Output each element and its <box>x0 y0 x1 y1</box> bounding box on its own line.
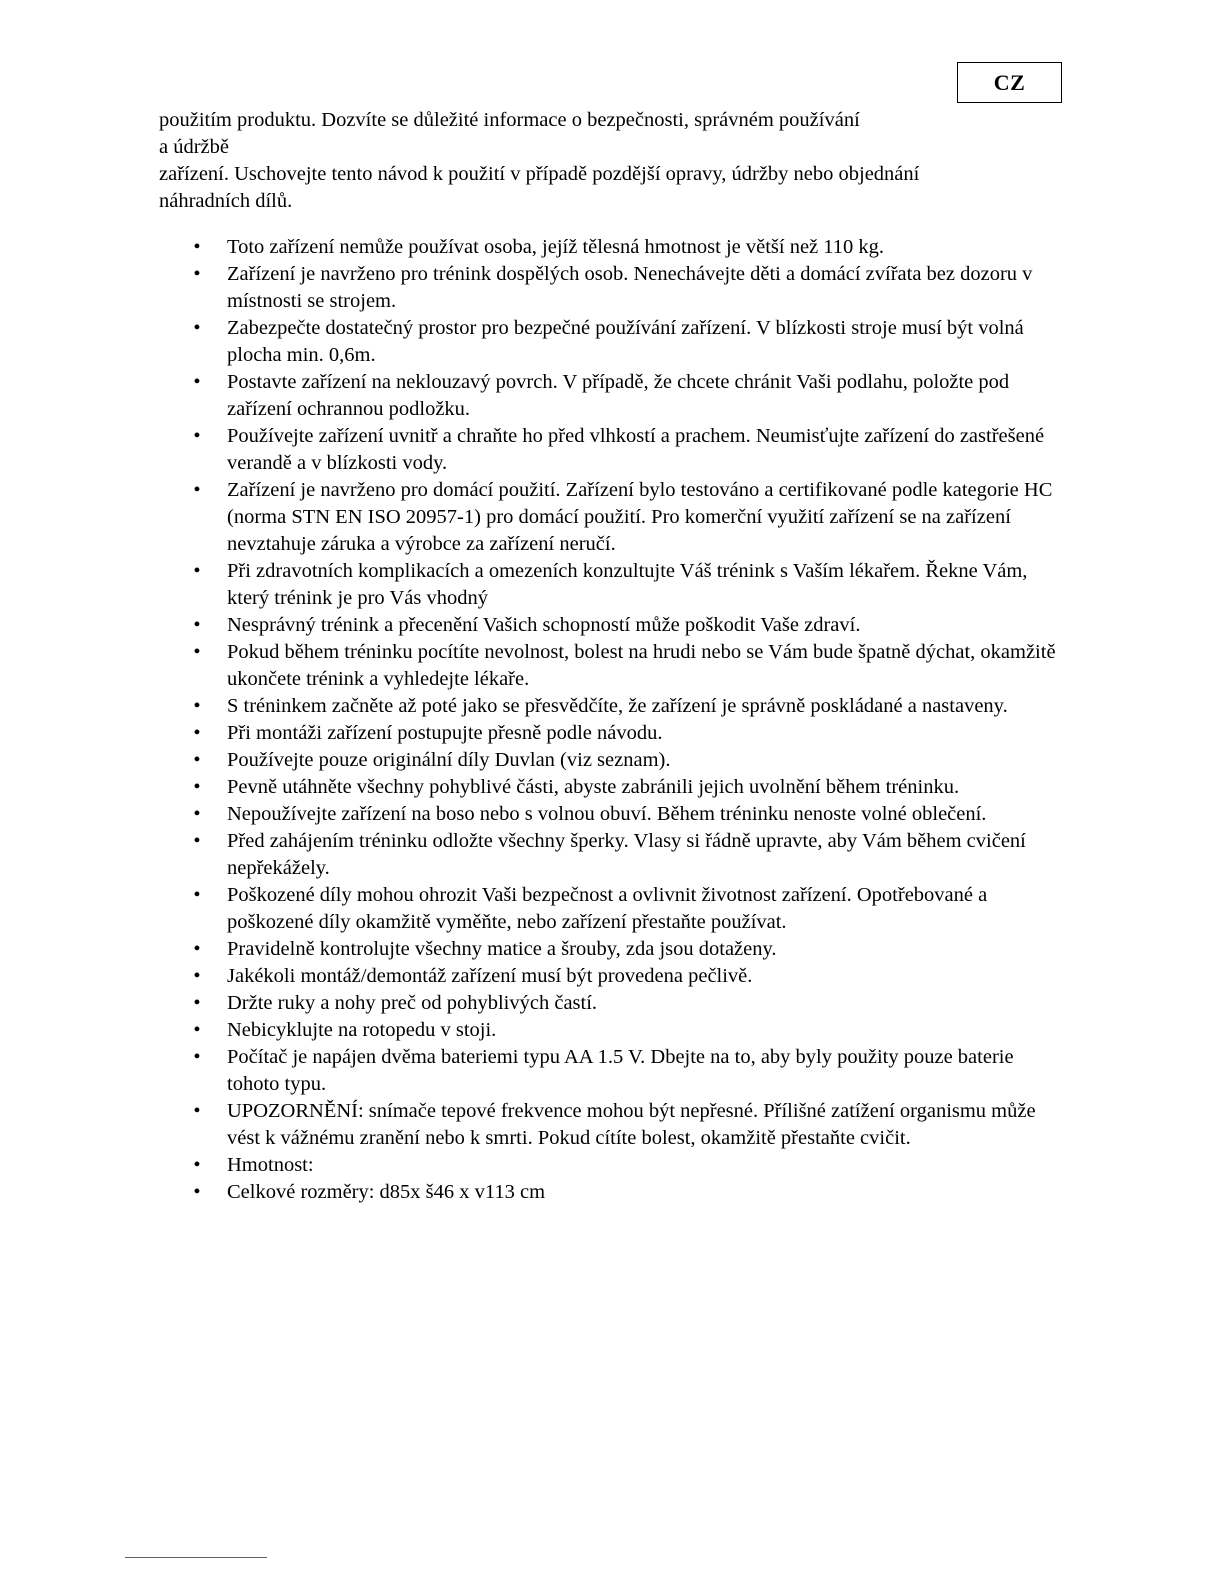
bullet-icon: • <box>193 803 201 825</box>
bullet-icon: • <box>193 749 201 771</box>
list-item <box>193 936 1067 963</box>
bullet-icon: • <box>193 641 201 663</box>
bullet-icon: • <box>193 614 201 636</box>
list-item <box>193 234 1067 261</box>
list-item-text: Používejte zařízení uvnitř a chraňte ho před vlhkostí a prachem. Neumisťujte zařízení do zastřešené verandě a v blízkosti vody. <box>227 425 1045 474</box>
list-item-text: UPOZORNĚNÍ: snímače tepové frekvence mohou být nepřesné. Přílišné zatížení organismu může vést k vážnému zranění nebo k smrti. Pokud cítíte bolest, okamžitě přestaňte cvičit. <box>227 1100 1036 1149</box>
list-item <box>193 1179 1067 1206</box>
list-item-text: Nesprávný trénink a přecenění Vašich schopností může poškodit Vaše zdraví. <box>227 614 861 636</box>
bullet-icon: • <box>193 1046 201 1068</box>
list-item-text: Při zdravotních komplikacích a omezeních konzultujte Váš trénink s Vaším lékařem. Řekne Vám, který trénink je pro Vás vhodný <box>227 560 1028 609</box>
bullet-icon: • <box>193 1019 201 1041</box>
bullet-icon: • <box>193 1181 201 1203</box>
bullet-icon: • <box>193 965 201 987</box>
list-item-text: Používejte pouze originální díly Duvlan (viz seznam). <box>227 749 671 771</box>
list-item <box>193 801 1067 828</box>
bullet-icon: • <box>193 1100 201 1122</box>
list-item <box>193 963 1067 990</box>
bullet-icon: • <box>193 722 201 744</box>
list-item <box>193 774 1067 801</box>
list-item <box>193 315 1067 369</box>
list-item <box>193 369 1067 423</box>
list-item-text: Hmotnost: <box>227 1154 314 1176</box>
intro-line: zařízení. Uschovejte tento návod k použití v případě pozdější opravy, údržby nebo objednání <box>159 163 920 185</box>
footnote-divider <box>125 1557 267 1558</box>
intro-line: a údržbě <box>159 136 229 158</box>
language-code: CZ <box>993 69 1026 95</box>
bullet-icon: • <box>193 938 201 960</box>
bullet-icon: • <box>193 992 201 1014</box>
bullet-icon: • <box>193 236 201 258</box>
list-item-text: Nebicyklujte na rotopedu v stoji. <box>227 1019 497 1041</box>
list-item <box>193 828 1067 882</box>
list-item <box>193 639 1067 693</box>
list-item <box>193 990 1067 1017</box>
list-item-text: Před zahájením tréninku odložte všechny šperky. Vlasy si řádně upravte, aby Vám během cvičení nepřekážely. <box>227 830 1026 879</box>
list-item <box>193 558 1067 612</box>
list-item-text: Toto zařízení nemůže používat osoba, jejíž tělesná hmotnost je větší než 110 kg. <box>227 236 885 258</box>
bullet-icon: • <box>193 1154 201 1176</box>
bullet-icon: • <box>193 371 201 393</box>
bullet-icon: • <box>193 884 201 906</box>
bullet-icon: • <box>193 776 201 798</box>
list-item <box>193 1017 1067 1044</box>
list-item-text: Počítač je napájen dvěma bateriemi typu AA 1.5 V. Dbejte na to, aby byly použity pouze baterie tohoto typu. <box>227 1046 1014 1095</box>
list-item <box>193 612 1067 639</box>
list-item-text: Pokud během tréninku pocítíte nevolnost, bolest na hrudi nebo se Vám bude špatně dýchat, okamžitě ukončete trénink a vyhledejte lékaře. <box>227 641 1056 690</box>
intro-line: použitím produktu. Dozvíte se důležité informace o bezpečnosti, správném používání <box>159 109 860 131</box>
list-item-text: Nepoužívejte zařízení na boso nebo s volnou obuví. Během tréninku nenoste volné oblečení. <box>227 803 987 825</box>
list-item-text: Jakékoli montáž/demontáž zařízení musí být provedena pečlivě. <box>227 965 753 987</box>
intro-line: náhradních dílů. <box>159 190 293 212</box>
list-item-text: Poškozené díly mohou ohrozit Vaši bezpečnost a ovlivnit životnost zařízení. Opotřebované a poškozené díly okamžitě vyměňte, nebo zařízení přestaňte používat. <box>227 884 988 933</box>
list-item <box>193 261 1067 315</box>
bullet-icon: • <box>193 830 201 852</box>
bullet-icon: • <box>193 425 201 447</box>
list-item-text: Celkové rozměry: d85x š46 x v113 cm <box>227 1181 546 1203</box>
list-item-text: Zabezpečte dostatečný prostor pro bezpečné používání zařízení. V blízkosti stroje musí být volná plocha min. 0,6m. <box>227 317 1024 366</box>
list-item <box>193 423 1067 477</box>
bullet-icon: • <box>193 695 201 717</box>
list-item <box>193 477 1067 558</box>
language-badge <box>957 62 1062 103</box>
list-item <box>193 747 1067 774</box>
list-item <box>193 882 1067 936</box>
bullet-icon: • <box>193 479 201 501</box>
list-item-text: S tréninkem začněte až poté jako se přesvědčíte, že zařízení je správně poskládané a nastaveny. <box>227 695 1008 717</box>
bullet-icon: • <box>193 317 201 339</box>
list-item <box>193 1098 1067 1152</box>
intro-paragraph <box>159 107 1059 215</box>
list-item-text: Zařízení je navrženo pro trénink dospělých osob. Nenechávejte děti a domácí zvířata bez dozoru v místnosti se strojem. <box>227 263 1033 312</box>
list-item <box>193 1044 1067 1098</box>
list-item <box>193 1152 1067 1179</box>
safety-instructions-list <box>193 234 1067 1206</box>
list-item <box>193 720 1067 747</box>
list-item-text: Pevně utáhněte všechny pohyblivé části, abyste zabránili jejich uvolnění během tréninku. <box>227 776 960 798</box>
list-item <box>193 693 1067 720</box>
list-item-text: Zařízení je navrženo pro domácí použití. Zařízení bylo testováno a certifikované podle kategorie HC (norma STN EN ISO 20957-1) pro domácí použití. Pro komerční využití zařízení se na zařízení nevztahuje záruka a výrobce za zařízení neručí. <box>227 479 1053 555</box>
list-item-text: Držte ruky a nohy preč od pohyblivých častí. <box>227 992 598 1014</box>
list-item-text: Při montáži zařízení postupujte přesně podle návodu. <box>227 722 663 744</box>
bullet-icon: • <box>193 263 201 285</box>
list-item-text: Pravidelně kontrolujte všechny matice a šrouby, zda jsou dotaženy. <box>227 938 777 960</box>
list-item-text: Postavte zařízení na neklouzavý povrch. V případě, že chcete chránit Vaši podlahu, položte pod zařízení ochrannou podložku. <box>227 371 1010 420</box>
bullet-icon: • <box>193 560 201 582</box>
